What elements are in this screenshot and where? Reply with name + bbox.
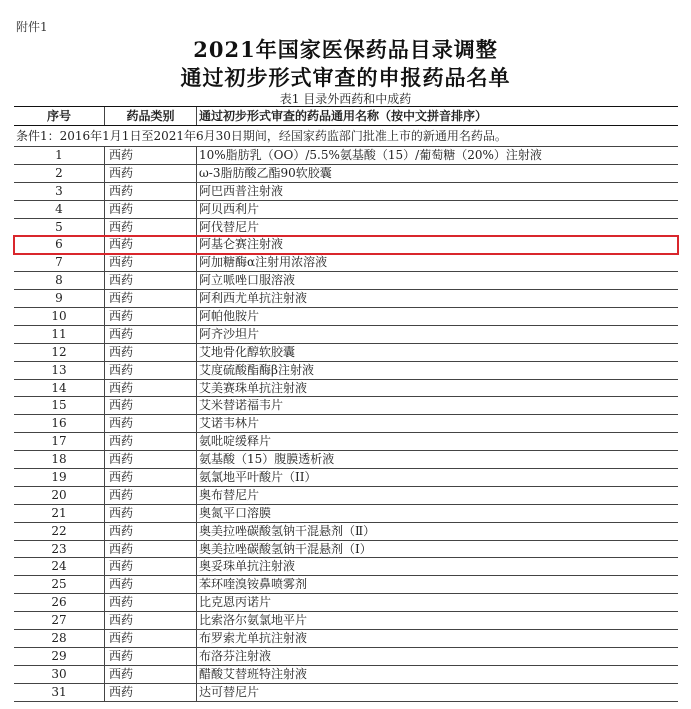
row-drug-name: 10%脂肪乳（OO）/5.5%氨基酸（15）/葡萄糖（20%）注射液 xyxy=(199,148,542,162)
row-drug-category: 西药 xyxy=(105,290,197,307)
row-drug-name: 阿伐替尼片 xyxy=(199,219,260,234)
row-serial-no: 11 xyxy=(14,326,105,343)
row-serial-no: 21 xyxy=(14,505,105,522)
row-drug-name: 奥美拉唑碳酸氢钠干混悬剂（Ⅰ） xyxy=(199,541,372,556)
table-row xyxy=(14,415,678,433)
row-serial-no: 19 xyxy=(14,469,105,486)
row-drug-name: 阿贝西利片 xyxy=(199,201,260,216)
row-drug-name: 比索洛尔氨氯地平片 xyxy=(199,613,308,628)
table-row xyxy=(14,684,678,702)
row-serial-no: 4 xyxy=(14,201,105,218)
row-drug-category: 西药 xyxy=(105,487,197,504)
row-serial-no: 30 xyxy=(14,666,105,683)
row-drug-name: 阿加糖酶α注射用浓溶液 xyxy=(199,255,328,270)
row-drug-category: 西药 xyxy=(105,254,197,271)
table-row xyxy=(14,523,678,541)
row-drug-name: 艾度硫酸酯酶β注射液 xyxy=(199,362,314,377)
table-row xyxy=(14,344,678,362)
row-serial-no: 9 xyxy=(14,290,105,307)
row-drug-name: 阿基仑赛注射液 xyxy=(199,237,284,252)
row-drug-name: 达可替尼片 xyxy=(199,684,260,699)
row-drug-name: 奥氮平口溶膜 xyxy=(199,505,272,520)
row-drug-name: 奥妥珠单抗注射液 xyxy=(199,559,296,574)
row-drug-name: 布罗索尤单抗注射液 xyxy=(199,631,308,646)
table-body xyxy=(14,147,678,702)
row-serial-no: 3 xyxy=(14,183,105,200)
row-drug-category: 西药 xyxy=(105,326,197,343)
row-serial-no: 22 xyxy=(14,523,105,540)
row-serial-no: 12 xyxy=(14,344,105,361)
table-row xyxy=(14,380,678,398)
table-row xyxy=(14,487,678,505)
row-serial-no: 6 xyxy=(14,236,105,253)
row-drug-name: 阿利西尤单抗注射液 xyxy=(199,291,308,306)
row-serial-no: 16 xyxy=(14,415,105,432)
row-drug-name: 阿立哌唑口服溶液 xyxy=(199,273,296,288)
row-drug-name: 奥美拉唑碳酸氢钠干混悬剂（Ⅱ） xyxy=(199,523,376,538)
row-drug-name: 氨氯地平叶酸片（II） xyxy=(199,470,317,485)
row-drug-name: 氨吡啶缓释片 xyxy=(199,434,272,449)
table-row xyxy=(14,648,678,666)
row-drug-name: 苯环喹溴铵鼻喷雾剂 xyxy=(199,577,308,592)
header-drug-category: 药品类别 xyxy=(105,107,197,125)
row-drug-category: 西药 xyxy=(105,380,197,397)
row-serial-no: 18 xyxy=(14,451,105,468)
table-row xyxy=(14,433,678,451)
row-drug-name: 氨基酸（15）腹膜透析液 xyxy=(199,452,335,467)
row-drug-name: 阿巴西普注射液 xyxy=(199,183,284,198)
row-serial-no: 23 xyxy=(14,541,105,558)
table-row xyxy=(14,451,678,469)
row-drug-category: 西药 xyxy=(105,147,197,164)
row-drug-category: 西药 xyxy=(105,433,197,450)
table-row xyxy=(14,201,678,219)
table-row xyxy=(14,576,678,594)
table-row xyxy=(14,469,678,487)
drug-list-table xyxy=(14,106,678,702)
table-row xyxy=(14,272,678,290)
table-row xyxy=(14,326,678,344)
row-drug-name: ω-3脂肪酸乙酯90软胶囊 xyxy=(199,165,332,180)
table-row xyxy=(14,558,678,576)
row-serial-no: 5 xyxy=(14,219,105,236)
table-row xyxy=(14,290,678,308)
row-drug-category: 西药 xyxy=(105,183,197,200)
table-row xyxy=(14,666,678,684)
row-drug-category: 西药 xyxy=(105,666,197,683)
row-serial-no: 1 xyxy=(14,147,105,164)
row-serial-no: 10 xyxy=(14,308,105,325)
row-serial-no: 26 xyxy=(14,594,105,611)
table-row xyxy=(14,594,678,612)
row-serial-no: 7 xyxy=(14,254,105,271)
table-row xyxy=(14,236,678,254)
table-caption: 表1 目录外西药和中成药 xyxy=(279,92,412,106)
table-row xyxy=(14,254,678,272)
row-drug-category: 西药 xyxy=(105,684,197,701)
table-row xyxy=(14,147,678,165)
row-drug-category: 西药 xyxy=(105,415,197,432)
row-drug-name: 奥布替尼片 xyxy=(199,487,260,502)
row-drug-name: 布洛芬注射液 xyxy=(199,648,272,663)
condition-row xyxy=(14,126,678,147)
table-row xyxy=(14,362,678,380)
row-drug-category: 西药 xyxy=(105,505,197,522)
row-drug-name: 艾诺韦林片 xyxy=(199,416,260,431)
row-serial-no: 29 xyxy=(14,648,105,665)
row-drug-name: 艾米替诺福韦片 xyxy=(199,398,284,413)
row-drug-category: 西药 xyxy=(105,594,197,611)
table-row xyxy=(14,397,678,415)
row-serial-no: 25 xyxy=(14,576,105,593)
row-serial-no: 24 xyxy=(14,558,105,575)
row-drug-category: 西药 xyxy=(105,308,197,325)
row-drug-category: 西药 xyxy=(105,219,197,236)
row-drug-category: 西药 xyxy=(105,630,197,647)
row-serial-no: 15 xyxy=(14,397,105,414)
row-serial-no: 14 xyxy=(14,380,105,397)
table-row xyxy=(14,308,678,326)
row-drug-category: 西药 xyxy=(105,201,197,218)
row-drug-name: 醋酸艾替班特注射液 xyxy=(199,666,308,681)
row-drug-category: 西药 xyxy=(105,272,197,289)
row-drug-category: 西药 xyxy=(105,397,197,414)
table-row xyxy=(14,165,678,183)
document-title-line1: 2021年国家医保药品目录调整 xyxy=(193,37,498,62)
row-serial-no: 28 xyxy=(14,630,105,647)
header-drug-name: 通过初步形式审查的药品通用名称（按中文拼音排序） xyxy=(199,109,488,123)
row-drug-name: 艾地骨化醇软胶囊 xyxy=(199,344,296,359)
table-row xyxy=(14,541,678,559)
row-drug-category: 西药 xyxy=(105,648,197,665)
attachment-label: 附件1 xyxy=(16,20,48,34)
row-drug-name: 阿帕他胺片 xyxy=(199,309,260,324)
row-drug-category: 西药 xyxy=(105,362,197,379)
document-title-line2: 通过初步形式审查的申报药品名单 xyxy=(180,65,511,90)
row-drug-name: 艾美赛珠单抗注射液 xyxy=(199,380,308,395)
row-serial-no: 13 xyxy=(14,362,105,379)
table-row xyxy=(14,219,678,237)
row-serial-no: 17 xyxy=(14,433,105,450)
row-drug-category: 西药 xyxy=(105,236,197,253)
table-row xyxy=(14,630,678,648)
row-serial-no: 27 xyxy=(14,612,105,629)
row-drug-category: 西药 xyxy=(105,558,197,575)
table-row xyxy=(14,183,678,201)
row-drug-category: 西药 xyxy=(105,612,197,629)
row-drug-category: 西药 xyxy=(105,344,197,361)
row-drug-name: 阿齐沙坦片 xyxy=(199,326,260,341)
table-row xyxy=(14,612,678,630)
row-drug-category: 西药 xyxy=(105,451,197,468)
row-drug-category: 西药 xyxy=(105,541,197,558)
row-serial-no: 20 xyxy=(14,487,105,504)
condition-text: 条件1：2016年1月1日至2021年6月30日期间，经国家药监部门批准上市的新通用名药品。 xyxy=(16,129,507,143)
table-header-row xyxy=(14,107,678,126)
row-serial-no: 31 xyxy=(14,684,105,701)
row-drug-category: 西药 xyxy=(105,576,197,593)
row-drug-category: 西药 xyxy=(105,469,197,486)
row-serial-no: 8 xyxy=(14,272,105,289)
header-serial-no: 序号 xyxy=(14,107,105,125)
row-drug-category: 西药 xyxy=(105,523,197,540)
table-row xyxy=(14,505,678,523)
row-drug-category: 西药 xyxy=(105,165,197,182)
row-drug-name: 比克恩丙诺片 xyxy=(199,595,272,610)
row-serial-no: 2 xyxy=(14,165,105,182)
